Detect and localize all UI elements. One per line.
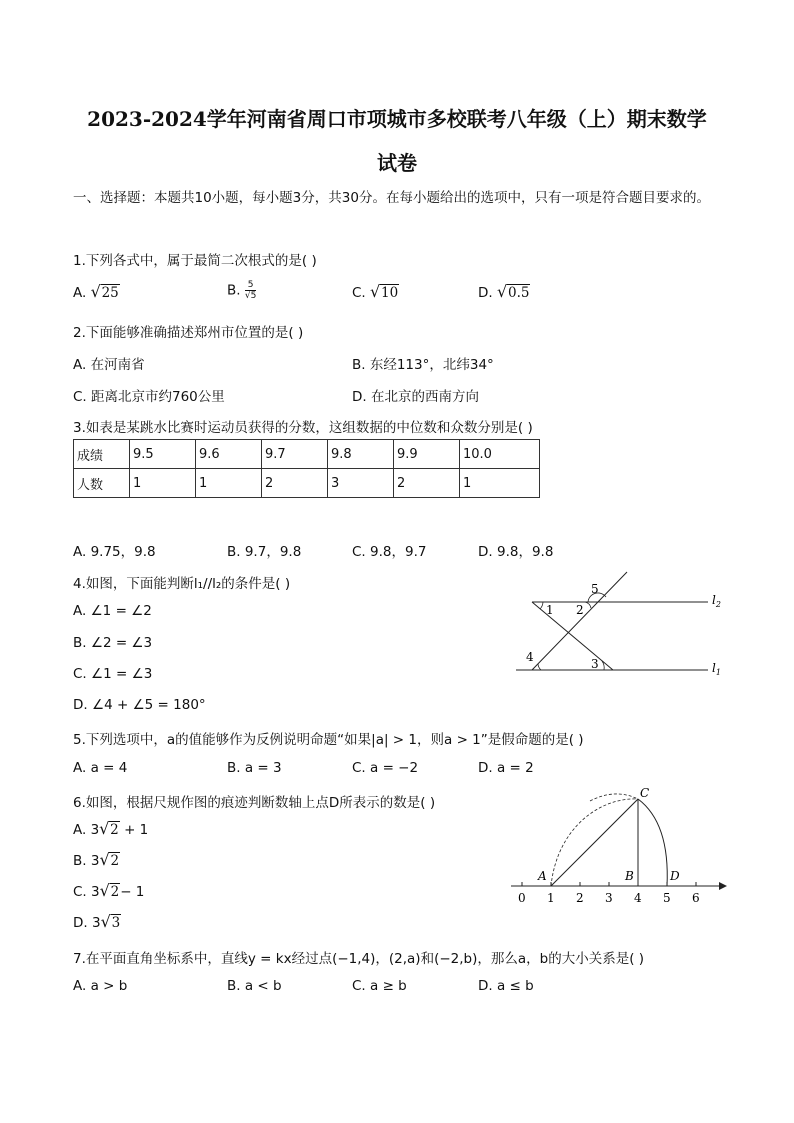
q1-d-sqrt: √ 0.5	[496, 282, 530, 301]
table-cell: 人数	[74, 469, 130, 498]
table-cell: 9.7	[262, 440, 328, 469]
q6-b-label: B. 3	[73, 853, 100, 869]
q6-b-sqrt: √ 2	[99, 850, 120, 869]
angle-label-2: 2	[576, 603, 584, 617]
q2-option-c: C. 距离北京市约760公里	[73, 389, 225, 405]
q1-option-d	[478, 282, 530, 301]
table-cell: 9.9	[394, 440, 460, 469]
angle-label-5: 5	[591, 582, 599, 596]
q1-b-den-radicand: 5	[250, 291, 257, 301]
table-cell: 9.5	[130, 440, 196, 469]
q3-option-a: A. 9.75，9.8	[73, 544, 156, 560]
table-row	[74, 440, 540, 469]
exam-title-line1: 2023-2024学年河南省周口市项城市多校联考八年级（上）期末数学	[87, 107, 707, 131]
q5-stem: 5.下列选项中，a的值能够作为反例说明命题“如果|a| > 1，则a > 1”是假命题的是( )	[73, 732, 584, 748]
q6-a-sqrt: √ 2	[99, 819, 119, 838]
q6-d-sqrt: √ 3	[100, 912, 121, 931]
q1-option-a	[73, 282, 120, 301]
q4-option-a: A. ∠1 = ∠2	[73, 603, 152, 619]
table-cell: 2	[262, 469, 328, 498]
q5-option-b: B. a = 3	[227, 760, 282, 776]
table-cell: 1	[460, 469, 540, 498]
l1-letter: l	[712, 661, 716, 675]
q1-c-radicand: 10	[381, 285, 399, 301]
table-cell: 1	[130, 469, 196, 498]
q6-a-tail: + 1	[124, 822, 149, 838]
point-label-C: C	[640, 786, 650, 800]
tick-label-5: 5	[663, 891, 671, 905]
q6-c-sqrt: √ 2	[99, 881, 120, 900]
q1-stem: 1.下列各式中，属于最简二次根式的是( )	[73, 253, 317, 269]
q7-option-a: A. a > b	[73, 978, 128, 994]
tick-label-0: 0	[518, 891, 526, 905]
q6-c-tail: − 1	[120, 884, 145, 900]
point-label-B: B	[625, 869, 634, 883]
table-cell: 3	[328, 469, 394, 498]
angle-arc-2	[585, 602, 591, 608]
q1-d-radicand: 0.5	[507, 285, 530, 301]
q1-a-label: A.	[73, 285, 87, 301]
q4-option-c: C. ∠1 = ∠3	[73, 666, 153, 682]
q3-option-b: B. 9.7，9.8	[227, 544, 302, 560]
q2-option-b: B. 东经113°，北纬34°	[352, 357, 494, 373]
q1-b-denominator: √5	[244, 291, 257, 301]
q5-option-d: D. a = 2	[478, 760, 534, 776]
q6-option-d	[73, 912, 121, 931]
q6-d-label: D. 3	[73, 915, 101, 931]
q2-option-a: A. 在河南省	[73, 357, 145, 373]
l2-letter: l	[712, 593, 716, 607]
q6-option-b	[73, 850, 120, 869]
q1-d-label: D.	[478, 285, 493, 301]
q1-a-sqrt: √ 25	[90, 282, 119, 301]
q7-stem: 7.在平面直角坐标系中，直线y = kx经过点(−1,4)，(2,a)和(−2,b)，那么a，b的大小关系是( )	[73, 951, 645, 967]
transversal-up	[532, 572, 627, 670]
angle-arc-4	[538, 664, 541, 670]
exam-title-line2: 试卷	[377, 151, 417, 175]
angle-label-1: 1	[546, 603, 554, 617]
line-l2-label	[712, 593, 721, 609]
tick-label-2: 2	[576, 891, 584, 905]
q1-b-fraction	[245, 280, 256, 301]
q6-c-label: C. 3	[73, 884, 100, 900]
table-cell: 10.0	[460, 440, 540, 469]
q2-option-d: D. 在北京的西南方向	[352, 389, 479, 405]
q4-stem: 4.如图，下面能判断l₁//l₂的条件是( )	[73, 576, 291, 592]
q1-option-c	[352, 282, 399, 301]
axis-arrow-icon	[719, 882, 727, 890]
table-cell: 2	[394, 469, 460, 498]
angle-label-3: 3	[591, 657, 599, 671]
number-line-figure	[505, 783, 730, 908]
q1-option-b	[227, 280, 256, 301]
angle-arc-1	[540, 602, 543, 609]
tick-label-4: 4	[634, 891, 642, 905]
point-label-D: D	[670, 869, 680, 883]
q5-option-a: A. a = 4	[73, 760, 128, 776]
q3-option-d: D. 9.8，9.8	[478, 544, 554, 560]
q6-a-radicand: 2	[110, 822, 119, 838]
parallel-lines-figure	[510, 566, 730, 684]
angle-label-4: 4	[526, 650, 534, 664]
q7-option-d: D. a ≤ b	[478, 978, 534, 994]
table-cell: 9.6	[196, 440, 262, 469]
q6-b-radicand: 2	[110, 853, 120, 869]
table-cell: 9.8	[328, 440, 394, 469]
q1-c-label: C.	[352, 285, 366, 301]
tick-label-3: 3	[605, 891, 613, 905]
line-l1-label	[712, 661, 721, 677]
q6-option-a	[73, 819, 149, 838]
q3-stem: 3.如表是某跳水比赛时运动员获得的分数，这组数据的中位数和众数分别是( )	[73, 420, 533, 436]
q4-option-b: B. ∠2 = ∠3	[73, 635, 153, 651]
q1-c-sqrt: √ 10	[370, 282, 399, 301]
table-cell: 成绩	[74, 440, 130, 469]
q2-stem: 2.下面能够准确描述郑州市位置的是( )	[73, 325, 304, 341]
tick-label-1: 1	[547, 891, 555, 905]
q1-a-radicand: 25	[101, 285, 119, 301]
q7-option-b: B. a < b	[227, 978, 282, 994]
q6-d-radicand: 3	[111, 915, 121, 931]
q6-stem: 6.如图，根据尺规作图的痕迹判断数轴上点D所表示的数是( )	[73, 795, 436, 811]
score-table	[73, 439, 540, 498]
compass-arc-C-to-D	[638, 799, 667, 886]
q6-a-label: A. 3	[73, 822, 100, 838]
transversal-down	[532, 602, 613, 670]
q6-c-radicand: 2	[110, 884, 120, 900]
l1-subscript: 1	[715, 668, 721, 677]
q1-b-numerator: 5	[245, 280, 256, 291]
q7-option-c: C. a ≥ b	[352, 978, 407, 994]
section-instructions: 一、选择题：本题共10小题，每小题3分，共30分。在每小题给出的选项中，只有一项是符合题目要求的。	[73, 190, 710, 206]
q4-option-d: D. ∠4 + ∠5 = 180°	[73, 697, 206, 713]
q6-option-c	[73, 881, 145, 900]
point-label-A: A	[538, 869, 547, 883]
q1-b-label: B.	[227, 282, 241, 299]
arc-dashed-upper	[590, 794, 638, 801]
q5-option-c: C. a = −2	[352, 760, 419, 776]
tick-label-6: 6	[692, 891, 700, 905]
l2-subscript: 2	[715, 600, 721, 609]
table-cell: 1	[196, 469, 262, 498]
table-row	[74, 469, 540, 498]
q3-option-c: C. 9.8，9.7	[352, 544, 427, 560]
